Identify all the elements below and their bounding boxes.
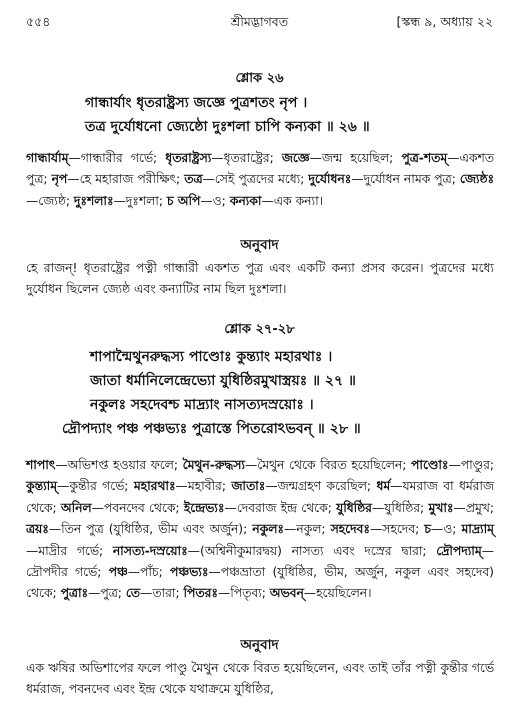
synonym-term: অনিল <box>60 500 92 515</box>
synonym-term: নকুলঃ <box>252 522 284 537</box>
synonym-meaning: —জ্যেষ্ঠ; <box>26 193 74 208</box>
synonym-meaning: —দুঃশলা; <box>113 193 167 208</box>
synonym-meaning: —পবনদেব থেকে; <box>91 500 184 515</box>
verse-27-line-2: জাতা ধর্মানিলেন্দ্রেভ্যো যুধিষ্ঠিরমুখাস্ত্রয়ঃ ॥ ২৭ ॥ <box>90 373 356 389</box>
synonym-term: দুর্যোধনঃ <box>308 172 352 187</box>
synonym-meaning: —একশত পুত্র; <box>26 151 494 187</box>
synonym-meaning: —গান্ধারীর গর্ভে; <box>68 151 166 165</box>
synonym-meaning: —পুত্র; <box>88 586 126 601</box>
synonym-term: চ অপি <box>166 193 201 208</box>
synonym-term: কুন্ত্যাম্ <box>26 479 58 494</box>
synonym-term: জ্যেষ্ঠঃ <box>459 172 495 187</box>
synonym-term: দ্রৌপদ্যাম্ <box>436 543 482 558</box>
synonym-meaning: —পাঁচ; <box>127 565 171 580</box>
synonym-term: জাতাঃ <box>231 479 266 494</box>
synonyms-26 <box>26 148 494 212</box>
synonyms-27-28 <box>26 455 494 605</box>
translation-26: হে রাজন্! ধৃতরাষ্ট্রের পত্নী গান্ধারী একশত পুত্র এবং একটি কন্যা প্রসব করেন। পুত্রদের মধ্যে দুর্যোধন ছিলেন জ্যেষ্ঠ এবং কন্যাটির নাম ছিল দুঃশলা। <box>26 261 494 297</box>
synonym-meaning: —দেবরাজ ইন্দ্র থেকে; <box>224 500 337 515</box>
synonym-meaning: —(অশ্বিনীকুমারদ্বয়) নাসত্য এবং দস্রের দ্বারা; <box>187 543 437 558</box>
synonym-meaning: —তারা; <box>140 586 184 601</box>
synonym-meaning: —তিন পুত্র (যুধিষ্ঠির, ভীম এবং অর্জুন); <box>48 522 253 537</box>
synonym-term: অভবন্ <box>269 586 304 601</box>
synonym-meaning: —পঞ্চভ্রাতা (যুধিষ্ঠির, ভীম, অর্জুন, নকুল এবং সহদেব) থেকে; <box>26 565 494 601</box>
synonym-meaning: —ধৃতরাষ্ট্রের; <box>211 151 282 165</box>
synonym-meaning: —হয়েছিলেন। <box>303 586 372 601</box>
synonym-term: পাণ্ডোঃ <box>411 458 449 472</box>
synonym-meaning: —হে মহারাজ পরীক্ষিৎ; <box>67 172 185 187</box>
translation-heading-26: অনুবাদ <box>240 237 279 253</box>
verse-27-line-1: শাপান্মৈথুনরুদ্ধস্য পাণ্ডোঃ কুন্ত্যাং মহারথাঃ । <box>90 349 333 365</box>
synonym-meaning: —এক কন্যা। <box>261 193 324 208</box>
synonym-term: যুধিষ্ঠির <box>336 500 372 515</box>
synonym-term: নাসত্য-দস্রয়োঃ <box>112 543 188 558</box>
verse-28-line-1: নকুলঃ সহদেবশ্চ মাদ্র্যাং নাসত্যদস্রয়োঃ । <box>90 397 314 413</box>
synonym-term: শাপাৎ <box>26 458 56 472</box>
synonym-term: দুঃশলাঃ <box>73 193 114 208</box>
synonym-term: ধৃতরাষ্ট্রস্য <box>165 151 212 165</box>
synonym-term: পুত্র-শতম্ <box>401 151 448 165</box>
synonym-meaning: —কুন্তীর গর্ভে; <box>57 479 134 494</box>
synonym-term: গান্ধার্যাম্ <box>26 151 69 165</box>
synonym-term: মহারথাঃ <box>133 479 176 494</box>
synonym-meaning: —দুর্যোধন নামক পুত্র; <box>351 172 460 187</box>
synonym-term: ধর্ম <box>376 479 391 494</box>
synonym-term: তত্র <box>184 172 203 187</box>
translation-heading-27-28: অনুবাদ <box>240 637 279 653</box>
synonym-meaning: —যুধিষ্ঠির; <box>371 500 429 515</box>
synonym-meaning: —অভিশপ্ত হওয়ার ফলে; <box>55 458 183 472</box>
synonym-meaning: —নকুল; <box>283 522 331 537</box>
synonym-term: তে <box>125 586 141 601</box>
book-title: শ্রীমদ্ভাগবত <box>230 14 289 29</box>
synonym-term: পঞ্চভ্যঃ <box>170 565 209 580</box>
page-number: ৫৫৪ <box>26 14 51 29</box>
synonym-meaning: —পাণ্ডুর; <box>448 458 494 472</box>
synonym-meaning: —মৈথুন থেকে বিরত হয়েছিলেন; <box>244 458 412 472</box>
synonym-term: মৈথুন-রুদ্ধস্য <box>182 458 245 472</box>
synonym-term: মাদ্র্যাম্ <box>461 522 494 537</box>
synonym-meaning: —জন্মগ্রহণ করেছিল; <box>265 479 377 494</box>
synonym-meaning: —ও; <box>200 193 230 208</box>
synonym-meaning: —সেই পুত্রদের মধ্যে; <box>202 172 309 187</box>
synonym-meaning: —মাদ্রীর গর্ভে; <box>26 543 113 558</box>
chapter-reference: [স্কন্ধ ৯, অধ্যায় ২২ <box>396 14 493 29</box>
synonym-term: চ <box>424 522 431 537</box>
verse-26-line-1: গান্ধার্যাং ধৃতরাষ্ট্রস্য জজ্ঞে পুত্রশতং নৃপ । <box>85 95 308 111</box>
synonym-term: পঞ্চ <box>108 565 128 580</box>
verse-heading-27-28: শ্লোক ২৭-২৮ <box>224 322 295 337</box>
verse-28-line-2: দ্রৌপদ্যাং পঞ্চ পঞ্চভ্যঃ পুত্রাস্তে পিতরোঽভবন্ ॥ ২৮ ॥ <box>62 421 361 437</box>
synonym-meaning: —জন্ম হয়েছিল; <box>309 151 402 165</box>
synonym-meaning: —পিতৃব্য; <box>217 586 270 601</box>
synonym-meaning: —দ্রৌপদীর গর্ভে; <box>26 543 494 580</box>
synonym-term: জজ্ঞে <box>281 151 310 165</box>
synonym-term: নৃপ <box>51 172 68 187</box>
synonym-meaning: —যমরাজ বা ধর্মরাজ থেকে; <box>26 479 494 515</box>
synonym-term: মুখাঃ <box>428 500 454 515</box>
verse-26-line-2: তত্র দুর্যোধনো জ্যেষ্ঠো দুঃশলা চাপি কন্যকা ॥ ২৬ ॥ <box>85 119 370 135</box>
translation-27-28: এক ঋষির অভিশাপের ফলে পাণ্ডু মৈথুন থেকে বিরত হয়েছিলেন, এবং তাই তাঁর পত্নী কুন্তীর গর্ভে ধর্মরাজ, পবনদেব এবং ইন্দ্র থেকে যথাক্রমে যুধিষ্ঠির, <box>26 661 494 697</box>
synonym-meaning: —সহদেব; <box>369 522 425 537</box>
synonym-meaning: —ও; <box>430 522 462 537</box>
synonym-term: সহদেবঃ <box>330 522 370 537</box>
synonym-term: পুত্রাঃ <box>60 586 89 601</box>
synonym-meaning: —প্রমুখ; <box>453 500 494 515</box>
synonym-term: কন্যকা <box>229 193 262 208</box>
synonym-meaning: —মহাবীর; <box>175 479 232 494</box>
synonym-term: ত্রয়ঃ <box>26 522 49 537</box>
page-header <box>26 14 493 34</box>
verse-heading-26: শ্লোক ২৬ <box>235 71 284 86</box>
synonym-term: ইন্দ্রেভ্যঃ <box>183 500 225 515</box>
synonym-term: পিতরঃ <box>183 586 218 601</box>
